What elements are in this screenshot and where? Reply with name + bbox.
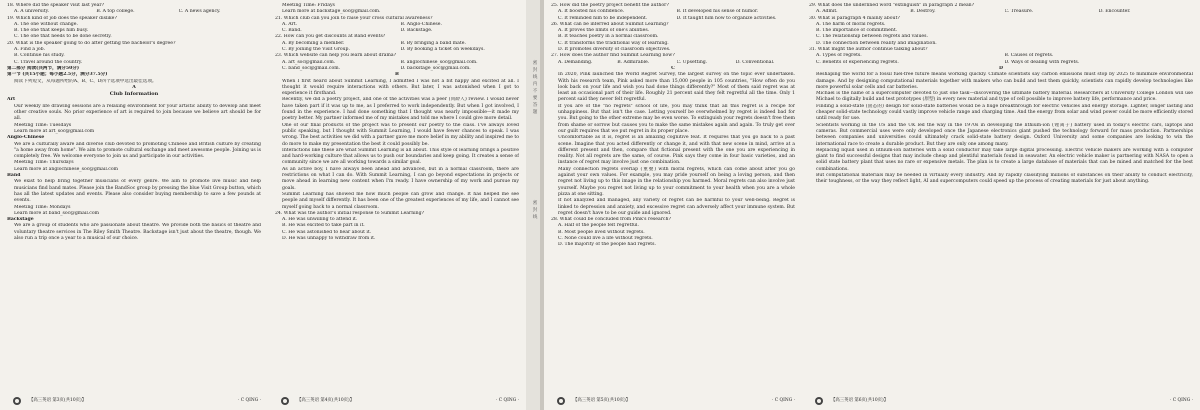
q28-option-b[interactable]: B. Most people lived without regrets. <box>558 229 645 235</box>
publisher-logo-icon <box>815 397 823 405</box>
club-anglo-email: Learn more at anglochinese_soc@gmail.com <box>14 166 119 172</box>
question-22: 22. How can you get discounts at Band events? <box>275 34 386 40</box>
q29-options <box>809 9 1193 15</box>
q29-option-b[interactable]: B. Destroy. <box>910 9 936 15</box>
page-3-footer-label: 【高三英语 第3页(共10页)】 <box>29 398 87 403</box>
page-4-footer-brand: · C QING · <box>495 398 519 403</box>
question-29: 29. What does the underlined word "extinguish" in paragraph 2 mean? <box>809 3 975 8</box>
question-31: 31. What might the author continue talking about? <box>809 47 928 53</box>
q26-option-b[interactable]: B. It teaches poetry in a normal classroom. <box>558 34 659 40</box>
question-23: 23. Which website can help you learn about drama? <box>275 53 397 59</box>
question-25: 25. How did the poetry project benefit the author? <box>551 3 669 8</box>
q25-options-row2 <box>551 16 795 22</box>
q22-option-a[interactable]: A. By becoming a member. <box>282 40 345 46</box>
publisher-logo-icon <box>281 397 289 405</box>
passage-b-paragraph-6: Summit Learning has showed me how much people can grow and change. It has helped me see people and myself differently. It has been one of the greatest experiences of my life, and I cannot see myself going back to a normal classroom. <box>282 191 519 210</box>
q19-option-b[interactable]: B. The one that keeps him busy. <box>14 28 89 34</box>
q23-option-d[interactable]: D. backstage_soc@gmail.com. <box>400 65 471 71</box>
page-5-footer-brand: · C QING · <box>771 398 795 403</box>
passage-b-paragraph-4: Interactions like these are what Summit Learning is all about. This style of learning brings a positive and hard-working culture that allows us to push our boundaries and keep going. It creates a sense of community since we are all working towards a similar goal. <box>282 147 519 166</box>
question-21: 21. Which club can you join to raise your cross cultural awareness? <box>275 15 433 21</box>
q29-option-c[interactable]: C. Treasure. <box>1004 9 1034 15</box>
q25-option-a[interactable]: A. It boosted his confidence. <box>558 9 625 15</box>
club-backstage-body: We are a group of students who are passionate about theatre. We provide both the basics of theatre and voluntary theatre services in The Riley Smith Theatre. Backstage isn't just about the theatre, though. We also run a trip once a year to a musical of our choice. <box>14 223 261 241</box>
passage-a-title: Club Information <box>109 91 159 98</box>
club-anglo-time: Meeting Time: Thursdays <box>14 160 74 166</box>
q31-option-a[interactable]: A. Types of regrets. <box>816 53 862 59</box>
club-band-body: We exist to help bring together musicians of every genre. We aim to promote live music and help musicians find band mates. Please join the BandSoc group by pressing the blue Visit Group button, which has all the latest updates and events. Please also consider buying membership to save a few pounds at events. <box>14 179 261 204</box>
q21-option-c[interactable]: C. Band. <box>282 28 302 34</box>
q23-option-c[interactable]: C. band_soc@gmail.com. <box>282 65 341 71</box>
page-6-footer-brand: · C QING · <box>1169 398 1193 403</box>
q27-option-b[interactable]: B. Admirable. <box>617 59 650 65</box>
passage-b-letter: B <box>395 72 399 78</box>
club-backstage-time: Meeting Time: Fridays <box>282 3 335 8</box>
q31-option-c[interactable]: C. Benefits of experiencing regrets. <box>816 59 899 65</box>
page-6-footer <box>809 396 1193 406</box>
q28-option-a[interactable]: A. Half of the people felt regretful. <box>558 223 639 229</box>
q24-option-c[interactable]: C. He was astonished to hear about it. <box>282 229 372 235</box>
q27-option-d[interactable]: D. Conventional. <box>735 59 775 65</box>
passage-d-paragraph-4: Scientists working in the US and the UK led the way in the 1970s in developing the lithium-ion (锂离子) battery used in today's electric cars, laptops and cameras. But commercial uses were only developed once the Japanese electronics giant pushed the technology forward for mass production. Partnerships between companies and universities could ultimately crack solid-state battery design. Oxford University and some companies are looking to win the international race to create a durable product. But they are only one among many. <box>816 122 1193 147</box>
page-5-footer-label: 【高三英语 第5页(共10页)】 <box>573 398 631 403</box>
club-band-email: Learn more at band_soc@gmail.com <box>14 210 99 216</box>
q26-option-c[interactable]: C. It transforms the traditional way of learning. <box>558 40 669 46</box>
question-27: 27. How does the author find Summit Learning now? <box>551 53 675 59</box>
q29-option-d[interactable]: D. Encounter. <box>1098 9 1131 15</box>
club-backstage-email: Learn more at backstage_soc@gmail.com. <box>282 9 381 15</box>
question-19: 19. Which kind of job does the speaker dislike? <box>7 15 117 21</box>
q27-option-c[interactable]: C. Upsetting. <box>676 59 708 65</box>
club-band-time: Meeting Time: Mondays <box>14 204 71 210</box>
q19-option-a[interactable]: A. The one without change. <box>14 21 78 27</box>
page-4 <box>268 0 526 410</box>
question-24: 24. What was the author's initial response to Summit Learning? <box>275 210 425 216</box>
passage-c-paragraph-4: Many connection regrets overlap (重叠) with moral regrets, which can come about after you go against your own values. For example, you may pride yourself on being a loving person, and then regret not living up to this image in the relationship you harmed. Moral regrets can also involve just yourself. Maybe you regret not living up to your commitment to your health when you are a whole pizza at one sitting. <box>558 166 795 197</box>
q24-option-d[interactable]: D. He was unhappy to withdraw from it. <box>282 235 376 241</box>
q21-option-b[interactable]: B. Anglo-Chinese. <box>400 21 442 27</box>
section-instructions: 阅读下列短文，从每题所给的A、B、C、D四个选项中选出最佳选项。 <box>14 78 157 84</box>
q26-option-d[interactable]: D. It promotes diversity of classroom objectives. <box>558 47 671 53</box>
passage-d-paragraph-1: Reshaping the world for a fossil fuel-free future means working quickly. Climate scientists say carbon emissions must stop by 2025 to minimize environmental damage. And by designing computational materials together with makers who can build and test them quickly, scientists can rapidly develop technologies like more powerful solar cells and car batteries. <box>816 72 1193 90</box>
q25-option-b[interactable]: B. It developed his sense of humor. <box>676 9 759 15</box>
q22-option-c[interactable]: C. By joining the Visit Group. <box>282 47 350 53</box>
q20-option-b[interactable]: B. Continue his study. <box>14 53 65 59</box>
q25-option-d[interactable]: D. It taught him how to organize activities. <box>676 15 777 21</box>
question-28: 28. What could be concluded from Pink's research? <box>551 217 671 223</box>
q24-option-a[interactable]: A. He was unwilling to attend it. <box>282 217 358 223</box>
question-30: 30. What is paragraph 4 mainly about? <box>809 15 900 21</box>
page-5-footer <box>551 396 795 406</box>
section-one-heading: 第一节 (共15小题；每小题2.5分，满分37.5分) <box>7 72 108 78</box>
passage-d-letter: D <box>999 65 1003 71</box>
publisher-logo-icon <box>557 397 565 405</box>
q31-option-d[interactable]: D. Ways of dealing with regrets. <box>1004 59 1080 65</box>
passage-d-paragraph-6: But computational materials may be needed in virtually every industry. And by rapidly classifying millions of substances on their ability to conduct electricity, their toughness, or the way they reflect light, AI and supercomputers could speed up the process of creating materials for just about anything. <box>816 173 1193 185</box>
page-4-footer-label: 【高三英语 第4页(共10页)】 <box>297 398 355 403</box>
passage-c-letter: C <box>671 65 675 71</box>
q29-option-a[interactable]: A. Admit. <box>816 9 838 15</box>
club-anglo-name: Anglo-Chinese <box>7 135 45 141</box>
club-art-email: Learn more at art_soc@gmail.com <box>14 128 95 134</box>
page-6-content <box>809 3 1193 392</box>
q27-option-a[interactable]: A. Demanding. <box>558 59 593 65</box>
page-5-content <box>551 3 795 392</box>
passage-b-paragraph-2: Recently, we did a poetry project, and one of the activities was a peer (同龄人) review. I would never have taken part if it was up to me, as I preferred to work independently. But when I got involved, I found in the experience. I had done something that I thought was nearly impossible—it made my poetry better. My partner informed me of my mistakes and told me where I could give more detail. <box>282 97 519 122</box>
part-two-heading: 第二部分 阅读(共两节，满分50分) <box>7 65 80 71</box>
q24-option-b[interactable]: B. He was excited to take part in it. <box>282 223 365 229</box>
page-4-content <box>275 3 519 392</box>
page-4-footer <box>275 396 519 406</box>
passage-b-paragraph-3: One of our final products of the project was to present our poetry to the class. I've always loved public speaking, but I thought with Summit Learning, I would have fewer chances to speak. I was wrong. The best activities we did with a partner gave me more belief in my ability and inspired me to do more to make my presentation the best it could possibly be. <box>282 122 519 147</box>
club-art-time: Meeting Time: Tuesdays <box>14 122 72 128</box>
q28-option-c[interactable]: C. None could live a life without regrets. <box>558 235 653 241</box>
q20-option-c[interactable]: C. Travel around the country. <box>14 59 83 65</box>
page-3-content <box>7 3 261 392</box>
page-5 <box>544 0 802 410</box>
page-3 <box>0 0 268 410</box>
passage-c-paragraph-1: In 2020, Pink launched the World Regret Survey, the largest survey on the topic ever undertaken. With his research team, Pink asked more than 15,000 people in 105 countries, "How often do you look back on your life and wish you had done things differently?" Most of them said regret was at least an occasional part of their life. Roughly 21 percent said they felt regretful all the time. Only 1 percent said they never felt regretful. <box>558 72 795 103</box>
q18-option-c[interactable]: C. A news agency. <box>178 9 221 15</box>
club-band-name: Band <box>7 173 21 179</box>
passage-c-paragraph-3: Uncomfortable as it is, regret is an amazing cognitive feat. It requires that you go back to a past scene. Imagine that you acted differently or change it, and with that new scene in mind, arrive at a different present and then, compare that fictional present with the one you are experiencing in reality. Not all regrets are the same, of course. Pink says they come in four basic varieties, and an instance of regret may involve just one combination. <box>558 135 795 166</box>
q30-option-c[interactable]: C. The relationship between regrets and values. <box>816 34 928 40</box>
q18-options <box>7 9 261 15</box>
q20-option-a[interactable]: A. Find a job. <box>14 47 46 53</box>
page-3-footer-brand: · C QING · <box>237 398 261 403</box>
q30-option-a[interactable]: A. The harm of moral regrets. <box>816 21 886 27</box>
club-anglo-body: We are a culturally aware and diverse club devoted to promoting Chinese and British culture by creating "a home away from home". We aim to promote cultural exchange and meet awesome people. Joining us is completely free. We welcome everyone to join us and participate in our activities. <box>14 141 261 160</box>
club-art-name: Art <box>7 97 16 103</box>
q22-option-d[interactable]: D. By booking a ticket on weekdays. <box>400 47 485 53</box>
club-backstage-name: Backstage <box>7 217 34 223</box>
page-6-footer-label: 【高三英语 第6页(共10页)】 <box>831 398 889 403</box>
q28-option-d[interactable]: D. The majority of the people had regrets. <box>558 242 656 248</box>
q30-option-d[interactable]: D. The connection between reality and imagination. <box>816 40 937 46</box>
gutter-label-b: 密封线 <box>532 201 538 220</box>
question-18: 18. Where did the speaker visit last year? <box>7 3 105 8</box>
q25-option-c[interactable]: C. It reminded him to be independent. <box>558 15 648 21</box>
q23-option-a[interactable]: A. art_soc@gmail.com. <box>282 59 336 65</box>
page-6 <box>802 0 1200 410</box>
question-20: 20. What is the speaker going to do after getting the bachelor's degree? <box>7 40 176 46</box>
q26-option-a[interactable]: A. It proves the limits of one's abilities. <box>558 28 650 34</box>
passage-c-paragraph-2: If you are of the "no regrets" school of life, you may think that all this regret is a recipe for unhappiness. But that isn't the case. Letting yourself be overwhelmed by regret is indeed bad for you. But going to the other extreme may be even worse. To extinguish your regrets doesn't free them from shame or sorrow but causes you to make the same mistakes again and again. To truly get over our guilt requires that we put regret in its proper place. <box>558 103 795 134</box>
q19-option-c[interactable]: C. The one that needs to be done secretly. <box>14 34 112 40</box>
gutter-label-a: 密封线内不要答题 <box>532 61 538 115</box>
q31-option-b[interactable]: B. Causes of regrets. <box>1004 53 1054 59</box>
passage-b-paragraph-1: When I first heard about Summit Learning, I admitted I was not a bit happy and excited at all. I thought it would require interactions with others. But later, I was astonished when I got to experience it firsthand. <box>282 78 519 97</box>
q18-option-b[interactable]: B. A top college. <box>96 9 135 15</box>
passage-b-paragraph-5: As an active boy, I have always been ahead and advanced, but in a normal classroom, there are restrictions on what I can do. With Summit Learning, I can go beyond expectations in projects or move ahead in learning new content when I'm ready. I have ownership of my work and pursue my goals. <box>282 166 519 191</box>
passage-a-letter: A <box>132 84 136 90</box>
q22-option-b[interactable]: B. By bringing a band mate. <box>400 40 466 46</box>
page-3-footer <box>7 396 261 406</box>
passage-d-paragraph-3: Finding a solid-state (固态的) design for solid-state batteries would be a huge breakthrough for electric vehicles and energy storage. Lighter, longer lasting and cheaper solid-state technology could vastly improve vehicle range and charging time. And the energy from solar and wind power could be more efficiently stored until ready for use. <box>816 103 1193 122</box>
q18-option-a[interactable]: A. A university. <box>14 9 50 15</box>
q23-option-b[interactable]: B. anglochinese_soc@gmail.com. <box>400 59 478 65</box>
q30-option-b[interactable]: B. The importance of commitment. <box>816 28 898 34</box>
q21-option-d[interactable]: D. Backstage. <box>400 28 433 34</box>
passage-c-paragraph-5: If not analyzed and managed, any variety of regret can be harmful to your well-being. Regret is linked to depression and anxiety, and excessive regret can adversely affect your immune system. But regret doesn't have to be our guide and ignored. <box>558 198 795 216</box>
question-26: 26. What can be inferred about Summit Learning? <box>551 21 669 27</box>
passage-d-paragraph-2: Michael is the name of a supercomputer devoted to just one task—discovering the ultimate battery material. Researchers at University College London will use Michael to digitally build and test prototypes (原型) in every new material and type of cell possible to improve battery life, performance and price. <box>816 91 1193 103</box>
publisher-logo-icon <box>13 397 21 405</box>
passage-d-paragraph-5: Replacing liquid used in lithium-ion batteries with a solid conductor may take large digital processing. Electric vehicle makers are working with a computer giant to find successful designs that may include cheap and plentiful materials found in seawater. An electric vehicle maker is partnering with NASA to open a solid state battery plant that uses no rare or expensive metals. The plan is to create a large database of materials that can be mined and matched for the best combinations. <box>816 147 1193 172</box>
q21-option-a[interactable]: A. Art. <box>282 21 298 27</box>
club-art-body: Our weekly life drawing sessions are a relaxing environment for your artistic ability to develop and meet other creative souls. No prior experience of art is required to join because we believe art should be for all. <box>14 103 261 122</box>
